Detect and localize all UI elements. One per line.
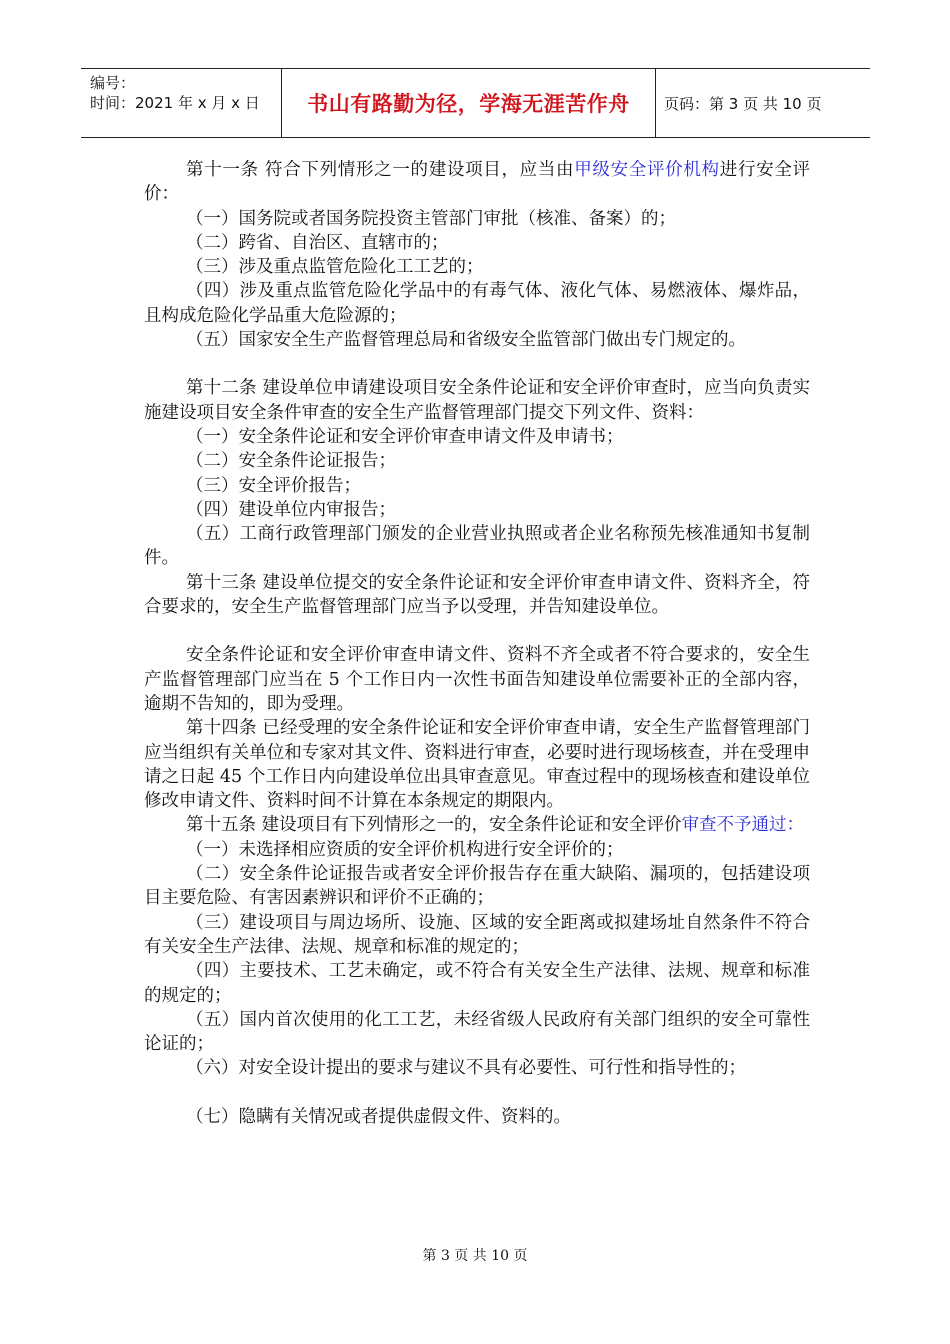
page-footer: 第 3 页 共 10 页 <box>422 1248 528 1264</box>
list-item: （四）建设单位内审报告； <box>186 499 396 520</box>
list-item: （七）隐瞒有关情况或者提供虚假文件、资料的。 <box>186 1106 571 1127</box>
list-item: （六）对安全设计提出的要求与建议不具有必要性、可行性和指导性的； <box>186 1058 746 1079</box>
list-item: （三）涉及重点监管危险化工工艺的； <box>186 257 484 278</box>
list-item: （三）安全评价报告； <box>186 475 361 496</box>
document-body <box>144 158 810 1129</box>
code-label: 编号： <box>90 74 136 92</box>
list-item: （三）建设项目与周边场所、设施、区域的安全距离或拟建场址自然条件不符合有关安全生产法律、法规、规章和标准的规定的； <box>144 912 810 957</box>
article-15-link[interactable]: 审查不予通过： <box>681 815 805 836</box>
article-15-heading: 第十五条 建设项目有下列情形之一的，安全条件论证和安全评价审查不予通过： <box>186 815 805 836</box>
article-11-heading: 第十一条 符合下列情形之一的建设项目，应当由甲级安全评价机构进行安全评价： <box>144 160 811 205</box>
page-header <box>81 68 870 138</box>
header-motto-cell <box>282 69 656 137</box>
list-item: （二）跨省、自治区、直辖市的； <box>186 232 449 253</box>
article-13-paragraph-2: 安全条件论证和安全评价审查申请文件、资料不齐全或者不符合要求的，安全生产监督管理部门应当在 5 个工作日内一次性书面告知建设单位需要补正的全部内容，逾期不告知的，即为受理。 <box>144 645 810 714</box>
list-item: （五）工商行政管理部门颁发的企业营业执照或者企业名称预先核准通知书复制件。 <box>144 524 810 569</box>
article-14-heading: 第十四条 已经受理的安全条件论证和安全评价审查申请，安全生产监督管理部门应当组织有关单位和专家对其文件、资料进行审查，必要时进行现场核查，并在受理申请之日起 45 个工作日内向建设单位出具审查意见。审查过程中的现场核查和建设单位修改申请文件、资料时间不计算在本条规定的期限内。 <box>144 718 810 812</box>
header-page-cell <box>656 69 870 137</box>
article-12-heading: 第十二条 建设单位申请建设项目安全条件论证和安全评价审查时，应当向负责实施建设项目安全条件审查的安全生产监督管理部门提交下列文件、资料： <box>144 378 810 423</box>
article-13-heading: 第十三条 建设单位提交的安全条件论证和安全评价审查申请文件、资料齐全，符合要求的，安全生产监督管理部门应当予以受理，并告知建设单位。 <box>144 572 810 618</box>
date-label: 时间：2021 年 x 月 x 日 <box>90 94 260 112</box>
header-motto: 书山有路勤为径，学海无涯苦作舟 <box>307 92 630 116</box>
list-item: （二）安全条件论证报告； <box>186 451 396 472</box>
list-item: （五）国家安全生产监督管理总局和省级安全监管部门做出专门规定的。 <box>186 330 746 351</box>
list-item: （四）主要技术、工艺未确定，或不符合有关安全生产法律、法规、规章和标准的规定的； <box>144 961 810 1006</box>
list-item: （一）未选择相应资质的安全评价机构进行安全评价的； <box>186 839 624 860</box>
list-item: （四）涉及重点监管危险化学品中的有毒气体、液化气体、易燃液体、爆炸品，且构成危险化学品重大危险源的； <box>144 281 810 326</box>
list-item: （二）安全条件论证报告或者安全评价报告存在重大缺陷、漏项的，包括建设项目主要危险、有害因素辨识和评价不正确的； <box>144 864 810 909</box>
header-meta <box>81 69 282 137</box>
article-11-link[interactable]: 甲级安全评价机构 <box>574 160 720 180</box>
list-item: （一）国务院或者国务院投资主管部门审批（核准、备案）的； <box>186 208 676 229</box>
list-item: （五）国内首次使用的化工工艺，未经省级人民政府有关部门组织的安全可靠性论证的； <box>144 1009 810 1055</box>
header-page-label: 页码：第 3 页 共 10 页 <box>664 94 822 113</box>
list-item: （一）安全条件论证和安全评价审查申请文件及申请书； <box>186 426 624 447</box>
